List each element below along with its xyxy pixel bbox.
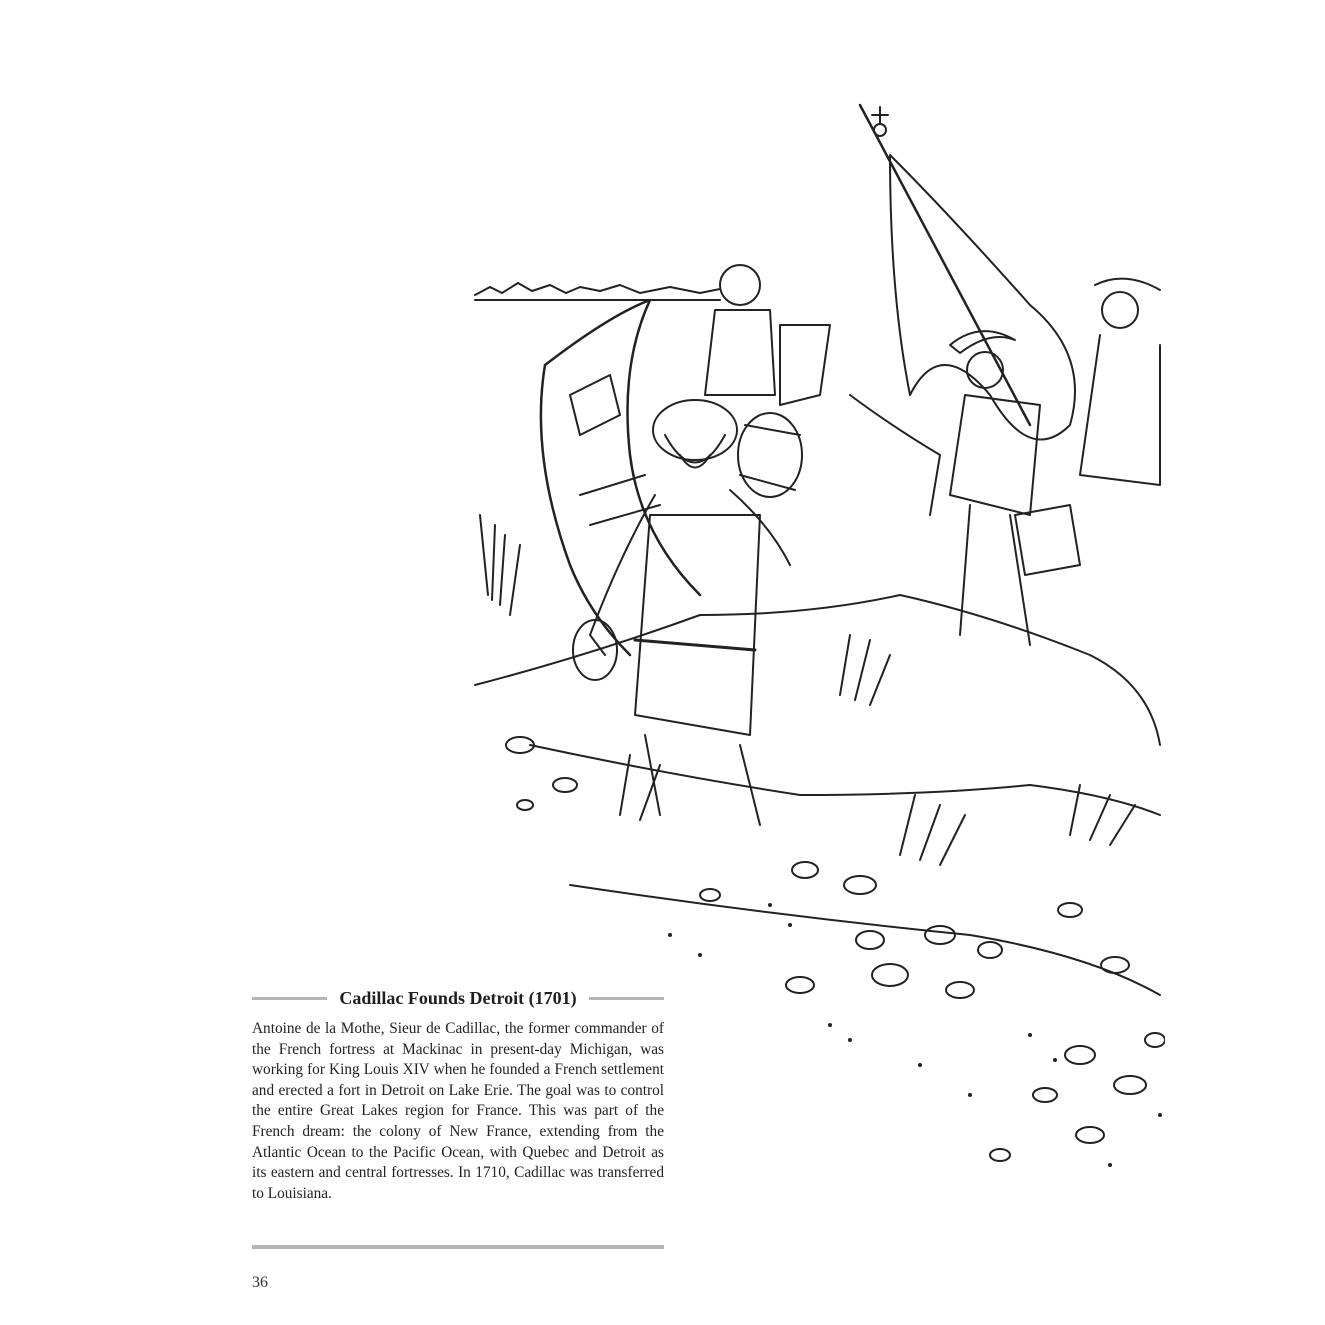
page-number: 36	[252, 1274, 268, 1291]
caption-bottom-rule	[252, 1245, 664, 1249]
title-rule-left	[252, 997, 327, 1000]
caption-title-row	[252, 985, 664, 1011]
caption-title: Cadillac Founds Detroit (1701)	[339, 987, 577, 1008]
caption-body: Antoine de la Mothe, Sieur de Cadillac, the former commander of the French fortress at Mackinac in present-day Michigan, was working for King Louis XIV when he founded a French settlement and erected a fort in Detroit on Lake Erie. The goal was to control the entire Great Lakes region for France. This was part of the French dream: the colony of New France, extending from the Atlantic Ocean to the Pacific Ocean, with Quebec and Detroit as its eastern and central fortresses. In 1710, Cadillac was transferred to Louisiana.	[252, 1020, 664, 1202]
caption-panel	[252, 985, 664, 1204]
title-rule-right	[589, 997, 664, 1000]
